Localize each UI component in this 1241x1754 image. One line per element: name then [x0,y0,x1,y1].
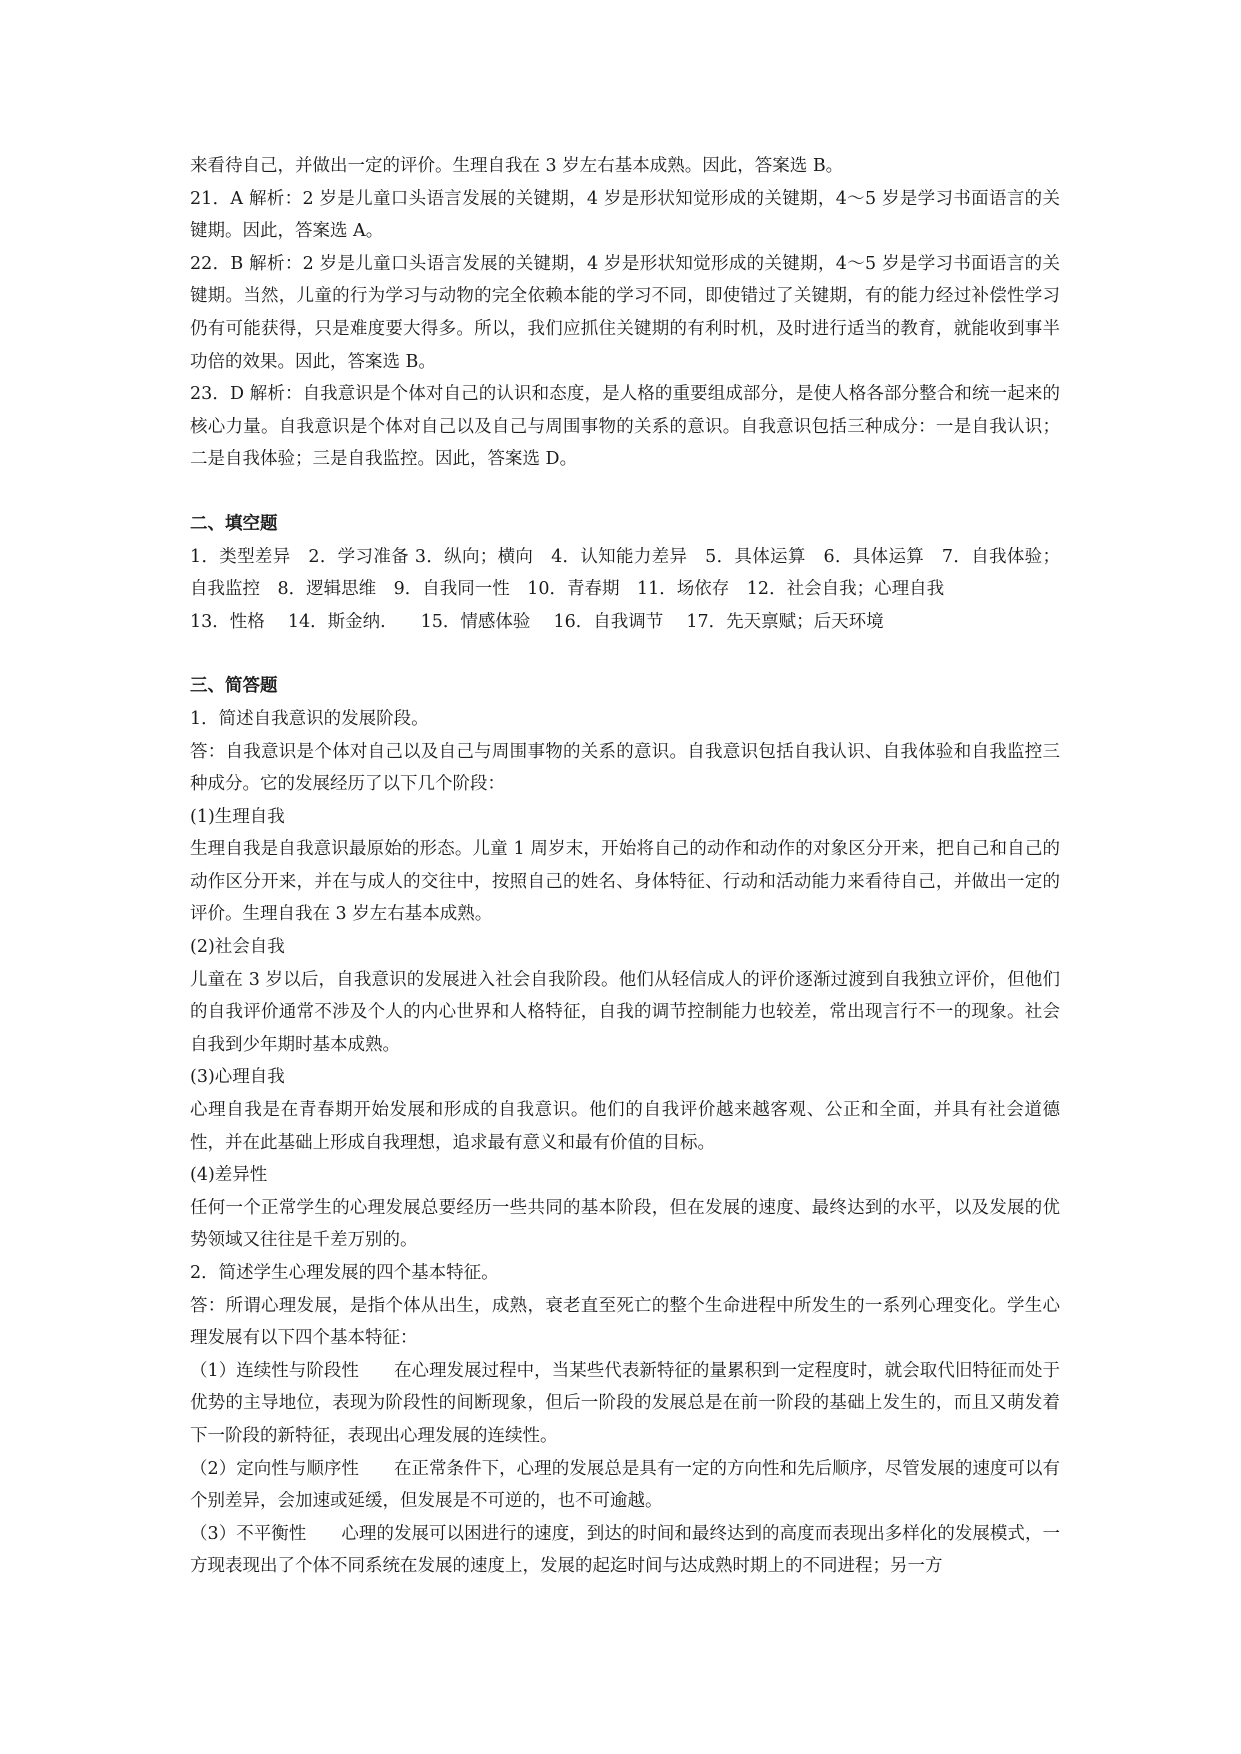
subheading-psychological-self: (3)心理自我 [190,1067,285,1088]
paragraph-answer-23: 23．D 解析：自我意识是个体对自己的认识和态度，是人格的重要组成部分，是使人格各部分整合和统一起来的核心力量。自我意识是个体对自己以及自己与周围事物的关系的意识。自我意识包括三种成分：一是自我认识；二是自我体验；三是自我监控。因此，答案选 D。 [190,384,1060,470]
paragraph-imbalance: （3）不平衡性 心理的发展可以困进行的速度，到达的时间和最终达到的高度而表现出多样化的发展模式，一方现表现出了个体不同系统在发展的速度上，发展的起迄时间与达成熟时期上的不同进程；另一方 [190,1523,1060,1577]
question-2-answer-intro: 答：所谓心理发展，是指个体从出生，成熟，衰老直至死亡的整个生命进程中所发生的一系列心理变化。学生心理发展有以下四个基本特征： [190,1295,1060,1349]
fill-in-answers-line-1: 1．类型差异 2．学习准备 3．纵向；横向 4．认知能力差异 5．具体运算 6．具体运算 7．自我体验；自我监控 8．逻辑思维 9．自我同一性 10．青春期 11．场依存 12．社会自我；心理自我 [190,546,1060,600]
spacer [190,476,1060,508]
paragraph-continuity-stage: （1）连续性与阶段性 在心理发展过程中，当某些代表新特征的量累积到一定程度时，就会取代旧特征而处于优势的主导地位，表现为阶段性的间断现象，但后一阶段的发展总是在前一阶段的基础上发生的，而且又萌发着下一阶段的新特征，表现出心理发展的连续性。 [190,1360,1060,1446]
paragraph-difference: 任何一个正常学生的心理发展总要经历一些共同的基本阶段，但在发展的速度、最终达到的水平，以及发展的优势领域又往往是千差万别的。 [190,1197,1060,1251]
question-1-answer-intro: 答：自我意识是个体对自己以及自己与周围事物的关系的意识。自我意识包括自我认识、自我体验和自我监控三种成分。它的发展经历了以下几个阶段： [190,741,1060,795]
fill-in-answers-line-2: 13．性格 14．斯金纳. 15．情感体验 16．自我调节 17．先天禀赋；后天环境 [190,611,884,632]
document-page [190,150,1060,1583]
subheading-physical-self: (1)生理自我 [190,806,285,827]
paragraph-psychological-self: 心理自我是在青春期开始发展和形成的自我意识。他们的自我评价越来越客观、公正和全面，并具有社会道德性，并在此基础上形成自我理想，追求最有意义和最有价值的目标。 [190,1100,1060,1153]
section-heading-short-answer: 三、简答题 [190,676,278,697]
paragraph-answer-22: 22．B 解析：2 岁是儿童口头语言发展的关键期，4 岁是形状知觉形成的关键期，4～5 岁是学习书面语言的关键期。当然，儿童的行为学习与动物的完全依赖本能的学习不同，即使错过了关键期，有的能力经过补偿性学习仍有可能获得，只是难度要大得多。所以，我们应抓住关键期的有利时机，及时进行适当的教育，就能收到事半功倍的效果。因此，答案选 B。 [190,253,1060,372]
subheading-social-self: (2)社会自我 [190,937,285,958]
paragraph-answer-20-tail: 来看待自己，并做出一定的评价。生理自我在 3 岁左右基本成熟。因此，答案选 B。 [190,156,844,176]
subheading-difference: (4)差异性 [190,1165,268,1186]
paragraph-answer-21: 21．A 解析：2 岁是儿童口头语言发展的关键期，4 岁是形状知觉形成的关键期，4～5 岁是学习书面语言的关键期。因此，答案选 A。 [190,188,1060,242]
paragraph-physical-self: 生理自我是自我意识最原始的形态。儿童 1 周岁末，开始将自己的动作和动作的对象区分开来，把自己和自己的动作区分开来，并在与成人的交往中，按照自己的姓名、身体特征、行动和活动能力来看待自己，并做出一定的评价。生理自我在 3 岁左右基本成熟。 [190,839,1060,925]
question-2-title: 2．简述学生心理发展的四个基本特征。 [190,1263,499,1283]
spacer [190,638,1060,670]
paragraph-direction-order: （2）定向性与顺序性 在正常条件下，心理的发展总是具有一定的方向性和先后顺序，尽管发展的速度可以有个别差异，会加速或延缓，但发展是不可逆的，也不可逾越。 [190,1458,1060,1512]
question-1-title: 1．简述自我意识的发展阶段。 [190,708,429,729]
section-heading-fill-in: 二、填空题 [190,513,278,534]
paragraph-social-self: 儿童在 3 岁以后，自我意识的发展进入社会自我阶段。他们从轻信成人的评价逐渐过渡到自我独立评价，但他们的自我评价通常不涉及个人的内心世界和人格特征，自我的调节控制能力也较差，常出现言行不一的现象。社会自我到少年期时基本成熟。 [190,969,1060,1055]
